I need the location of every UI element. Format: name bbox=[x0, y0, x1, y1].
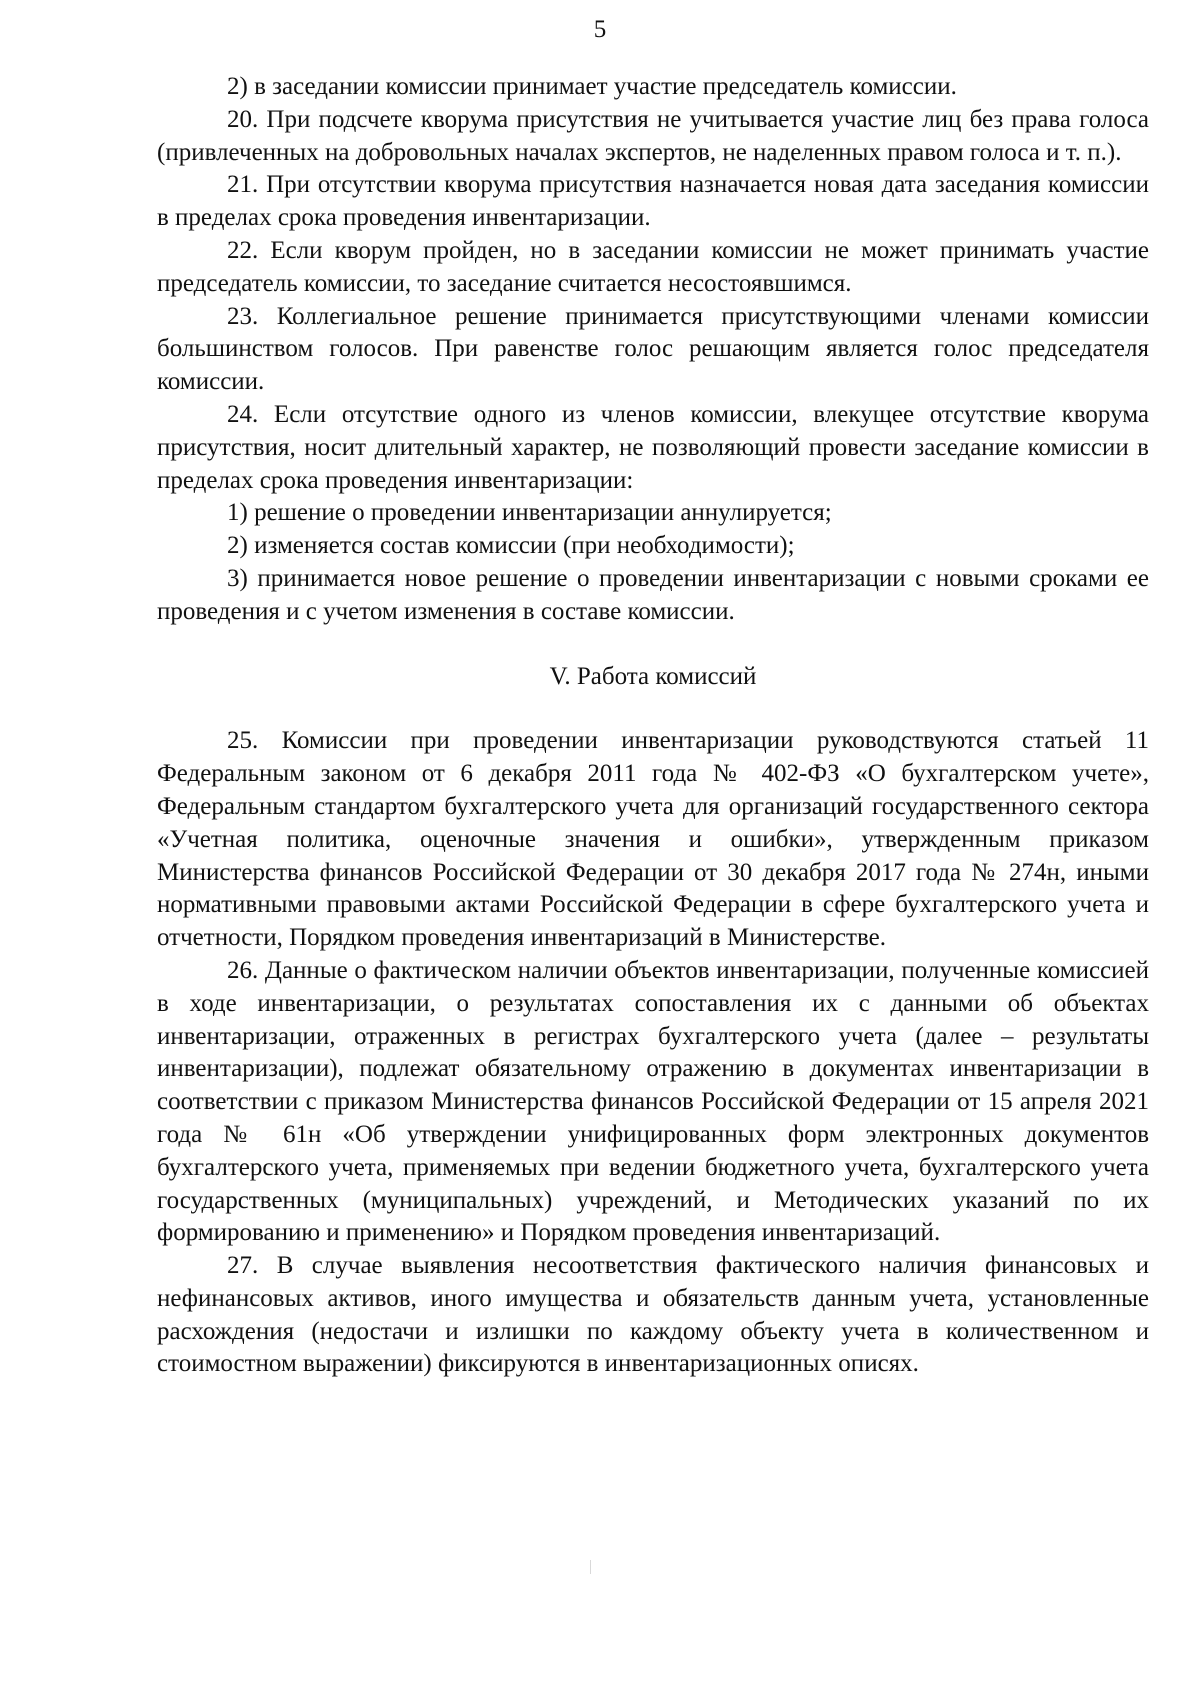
scan-artifact-mark bbox=[590, 1560, 591, 1574]
paragraph-26: 26. Данные о фактическом наличии объектов инвентаризации, полученные комиссией в ходе инвентаризации, о результатах сопоставления их с данными об объектах инвентаризации, отраженных в регистрах бухгалтерского учета (далее – результаты инвентаризации), подлежат обязательному отражению в документах инвентаризации в соответствии с приказом Министерства финансов Российской Федерации от 15 апреля 2021 года № 61н «Об утверждении унифицированных форм электронных документов бухгалтерского учета, применяемых при ведении бюджетного учета, бухгалтерского учета государственных (муниципальных) учреждений, и Методических указаний по их формированию и применению» и Порядком проведения инвентаризаций. bbox=[157, 956, 1149, 1247]
paragraph-27: 27. В случае выявления несоответствия фактического наличия финансовых и нефинансовых активов, иного имущества и обязательств данным учета, установленные расхождения (недостачи и излишки по каждому объекту учета в количественном и стоимостном выражении) фиксируются в инвентаризационных описях. bbox=[157, 1252, 1149, 1378]
paragraph-24-item-3: 3) принимается новое решение о проведении инвентаризации с новыми сроками ее проведения и с учетом изменения в составе комиссии. bbox=[157, 564, 1149, 625]
paragraph-23: 23. Коллегиальное решение принимается присутствующими членами комиссии большинством голосов. При равенстве голос решающим является голос председателя комиссии. bbox=[157, 302, 1149, 396]
section-heading: V. Работа комиссий bbox=[549, 662, 757, 690]
paragraph-22: 22. Если кворум пройден, но в заседании комиссии не может принимать участие председатель комиссии, то заседание считается несостоявшимся. bbox=[157, 236, 1149, 297]
page-number: 5 bbox=[593, 16, 607, 43]
paragraph-21: 21. При отсутствии кворума присутствия назначается новая дата заседания комиссии в пределах срока проведения инвентаризации. bbox=[157, 171, 1149, 232]
paragraph-20: 20. При подсчете кворума присутствия не учитывается участие лиц без права голоса (привлеченных на добровольных началах экспертов, не наделенных правом голоса и т. п.). bbox=[157, 105, 1149, 166]
paragraph-item-2: 2) в заседании комиссии принимает участие председатель комиссии. bbox=[227, 73, 957, 100]
paragraph-24: 24. Если отсутствие одного из членов комиссии, влекущее отсутствие кворума присутствия, носит длительный характер, не позволяющий провести заседание комиссии в пределах срока проведения инвентаризации: bbox=[157, 400, 1149, 494]
document-body bbox=[157, 71, 1149, 1381]
paragraph-24-item-2: 2) изменяется состав комиссии (при необходимости); bbox=[227, 532, 795, 560]
paragraph-25: 25. Комиссии при проведении инвентаризации руководствуются статьей 11 Федеральным законом от 6 декабря 2011 года № 402-ФЗ «О бухгалтерском учете», Федеральным стандартом бухгалтерского учета для организаций государственного сектора «Учетная политика, оценочные значения и ошибки», утвержденным приказом Министерства финансов Российской Федерации от 30 декабря 2017 года № 274н, иными нормативными правовыми актами Российской Федерации в сфере бухгалтерского учета и отчетности, Порядком проведения инвентаризаций в Министерстве. bbox=[157, 727, 1149, 952]
paragraph-24-item-1: 1) решение о проведении инвентаризации аннулируется; bbox=[227, 499, 832, 527]
